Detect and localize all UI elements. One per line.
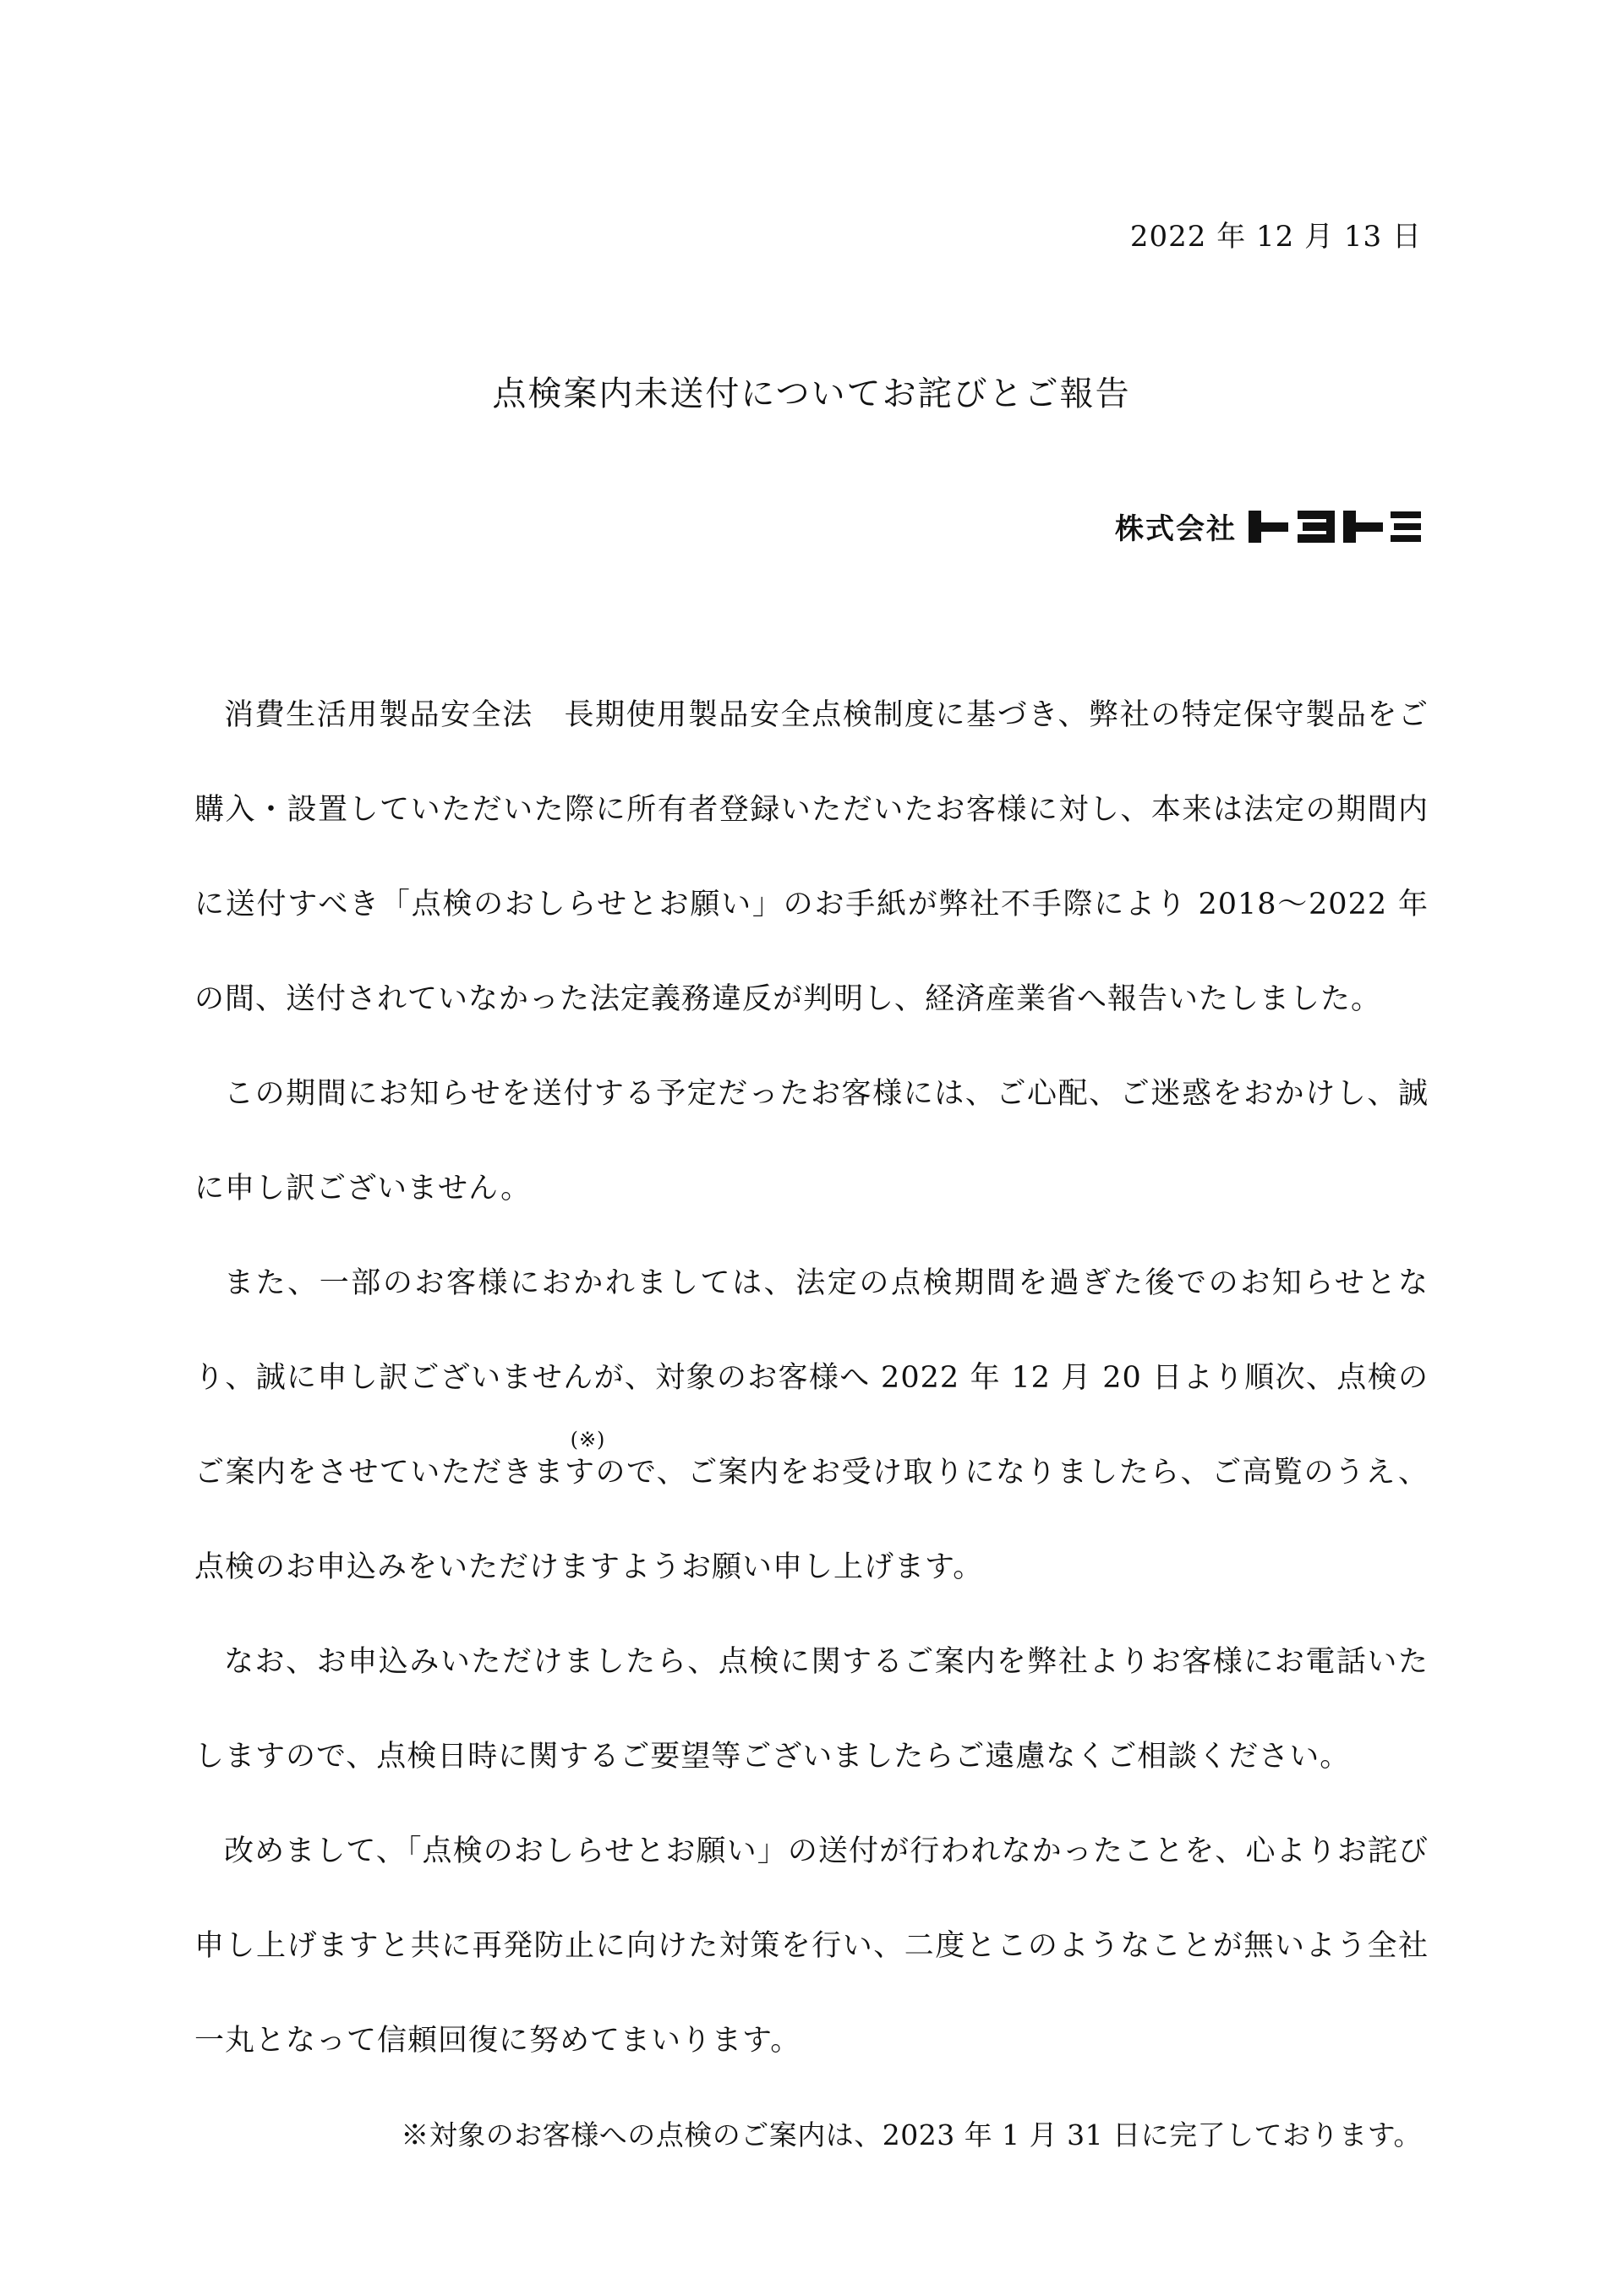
body-paragraph-3-part-2: すので、ご案内をお受け取りになりましたら、ご高覧のうえ、点検のお申込みをいただけますようお願い申し上げます。 <box>194 1456 1429 1584</box>
body-paragraph-1: 消費生活用製品安全法 長期使用製品安全点検制度に基づき、弊社の特定保守製品をご購入・設置していただいた際に所有者登録いただいたお客様に対し、本来は法定の期間内に送付すべき「点検のおしらせとお願い」のお手紙が弊社不手際により 2018〜2022 年の間、送付されていなかった法定義務違反が判明し、経済産業省へ報告いたしました。 <box>194 698 1429 1016</box>
document-title: 点検案内未送付についてお詫びとご報告 <box>492 374 1131 413</box>
company-signature <box>1115 506 1422 547</box>
toyotomi-logo <box>1249 511 1422 543</box>
body-paragraph-2: この期間にお知らせを送付する予定だったお客様には、ご心配、ご迷惑をおかけし、誠に申し訳ございません。 <box>194 1077 1429 1205</box>
footnote-reference-mark: (※) <box>570 1428 606 1451</box>
body-paragraph-3-part-1: また、一部のお客様におかれましては、法定の点検期間を過ぎた後でのお知らせとなり、誠に申し訳ございませんが、対象のお客様へ 2022 年 12 月 20 日より順次、点検のご案内をさせていただきま <box>194 1266 1429 1490</box>
body-paragraph-5: 改めまして、「点検のおしらせとお願い」の送付が行われなかったことを、心よりお詫び申し上げますと共に再発防止に向けた対策を行い、二度とこのようなことが無いよう全社一丸となって信頼回復に努めてまいります。 <box>194 1834 1429 2058</box>
document-date: 2022 年 12 月 13 日 <box>1129 220 1422 254</box>
document-body <box>194 668 1429 2088</box>
body-paragraph-4: なお、お申込みいただけましたら、点検に関するご案内を弊社よりお客様にお電話いたしますので、点検日時に関するご要望等ございましたらご遠慮なくご相談ください。 <box>194 1645 1429 1774</box>
company-prefix: 株式会社 <box>1115 512 1237 546</box>
footnote: ※対象のお客様への点検のご案内は、2023 年 1 月 31 日に完了しております。 <box>401 2118 1422 2151</box>
body-paragraph-3 <box>194 1236 1429 1615</box>
